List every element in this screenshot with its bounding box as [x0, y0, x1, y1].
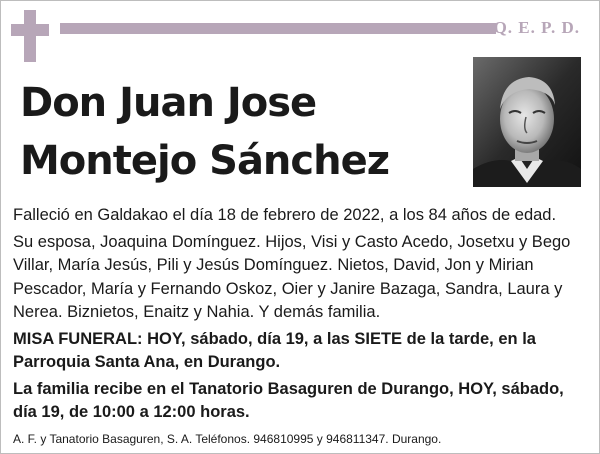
name-line-2: Montejo Sánchez [20, 138, 390, 184]
obituary-body [13, 204, 585, 428]
funeral-mass: MISA FUNERAL: HOY, sábado, día 19, a las SIETE de la tarde, en la Parroquia Santa Ana, en Durango. [13, 329, 536, 371]
deceased-name [20, 74, 389, 190]
name-line-1: Don Juan Jose [20, 80, 317, 126]
visitation-info: La familia recibe en el Tanatorio Basaguren de Durango, HOY, sábado, día 19, de 10:00 a 12:00 horas. [13, 379, 564, 421]
family-list: Su esposa, Joaquina Domínguez. Hijos, Visi y Casto Acedo, Josetxu y Bego Villar, María Jesús, Pili y Jesús Domínguez. Nietos, David, Jon y Mirian Pescador, María y Fernando Oskoz, Oier y Janire Bazaga, Sandra, Laura y Nerea. Biznietos, Enaitz y Nahia. Y demás familia. [13, 232, 571, 321]
cross-icon [11, 10, 49, 62]
header-rule [60, 23, 496, 34]
rip-label: Q. E. P. D. [493, 18, 580, 37]
portrait-photo [473, 57, 581, 187]
death-notice: Falleció en Galdakao el día 18 de febrero de 2022, a los 84 años de edad. [13, 206, 557, 224]
funeral-home-footer: A. F. y Tanatorio Basaguren, S. A. Teléfonos. 946810995 y 946811347. Durango. [13, 432, 442, 446]
